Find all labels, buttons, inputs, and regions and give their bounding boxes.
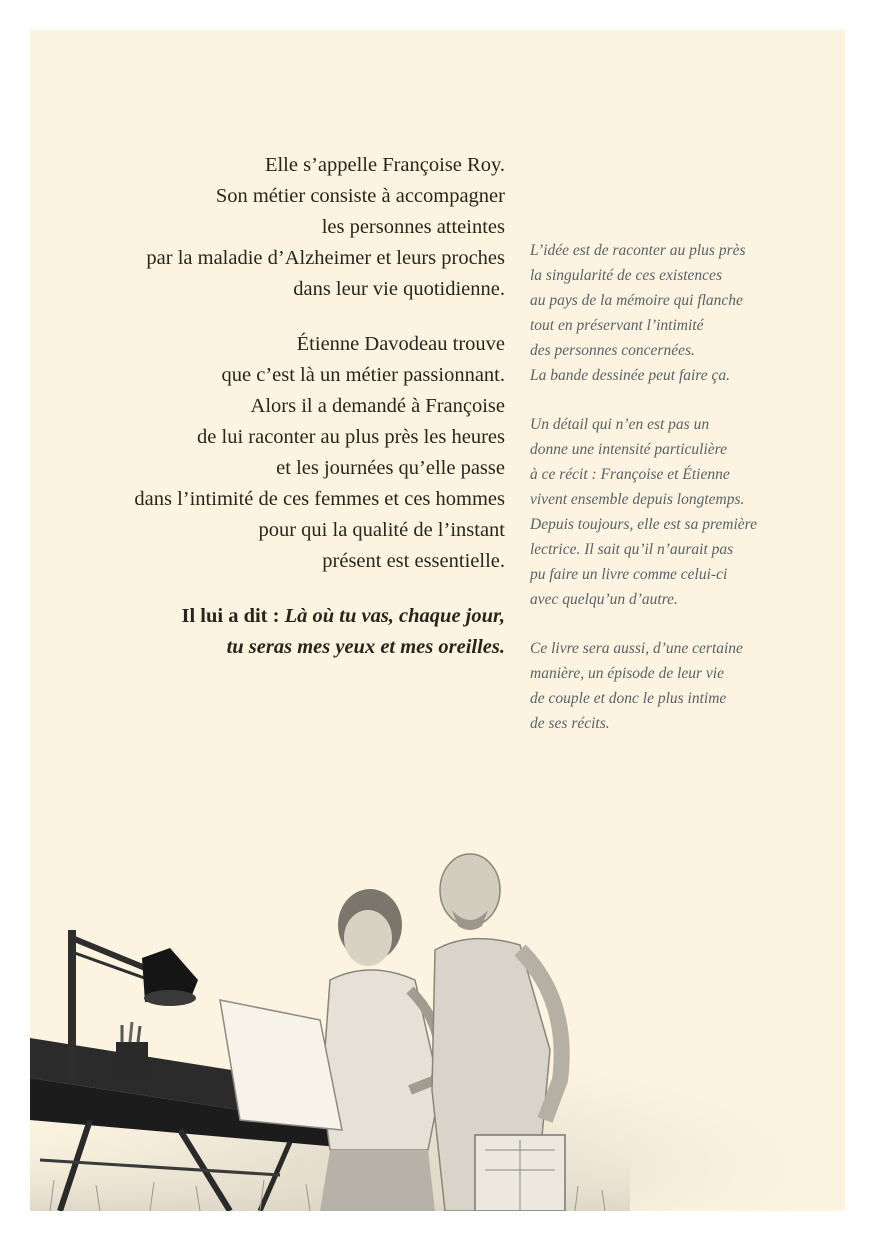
- text-line: les personnes atteintes: [321, 216, 505, 238]
- text-line: dans leur vie quotidienne.: [293, 278, 505, 300]
- intro-paragraph-2: [30, 329, 505, 577]
- text-line: donne une intensité particulière: [530, 441, 728, 458]
- text-line: Étienne Davodeau trouve: [296, 333, 505, 355]
- intro-paragraph-1: [30, 150, 505, 305]
- text-line: Depuis toujours, elle est sa première: [530, 516, 758, 533]
- text-line: Son métier consiste à accompagner: [215, 185, 505, 207]
- text-line: des personnes concernées.: [530, 342, 695, 359]
- text-line: de lui raconter au plus près les heures: [197, 426, 505, 448]
- woman-figure: [320, 889, 440, 1211]
- text-line: L’idée est de raconter au plus près: [530, 242, 746, 259]
- intro-quote: [30, 601, 505, 663]
- text-line: pu faire un livre comme celui-ci: [530, 566, 728, 583]
- text-line: tout en préservant l’intimité: [530, 317, 704, 334]
- couple-illustration: [30, 830, 845, 1211]
- aside-paragraph-3: [530, 636, 835, 736]
- text-line: présent est essentielle.: [322, 550, 505, 572]
- text-line: la singularité de ces existences: [530, 267, 722, 284]
- text-line: à ce récit : Françoise et Étienne: [530, 466, 730, 483]
- text-line: de couple et donc le plus intime: [530, 690, 727, 707]
- text-line: par la maladie d’Alzheimer et leurs proches: [146, 247, 505, 269]
- quote-line-2: tu seras mes yeux et mes oreilles.: [226, 636, 505, 658]
- quote-lead: Il lui a dit :: [181, 605, 285, 627]
- text-line: et les journées qu’elle passe: [276, 457, 505, 479]
- text-line: dans l’intimité de ces femmes et ces hommes: [134, 488, 505, 510]
- text-line: manière, un épisode de leur vie: [530, 665, 724, 682]
- text-line: au pays de la mémoire qui flanche: [530, 292, 743, 309]
- text-line: Alors il a demandé à Françoise: [250, 395, 505, 417]
- aside-paragraph-2: [530, 412, 835, 612]
- page: [30, 30, 845, 1211]
- text-line: vivent ensemble depuis longtemps.: [530, 491, 745, 508]
- aside-text: [530, 238, 835, 760]
- text-line: avec quelqu’un d’autre.: [530, 591, 678, 608]
- text-line: pour qui la qualité de l’instant: [258, 519, 505, 541]
- intro-text: [30, 150, 505, 687]
- text-line: de ses récits.: [530, 715, 610, 732]
- quote-italic: Là où tu vas, chaque jour,: [284, 605, 505, 627]
- text-line: Ce livre sera aussi, d’une certaine: [530, 640, 743, 657]
- text-line: lectrice. Il sait qu’il n’aurait pas: [530, 541, 734, 558]
- text-line: Un détail qui n’en est pas un: [530, 416, 710, 433]
- man-figure: [432, 854, 565, 1211]
- quote-line-1: [30, 601, 505, 632]
- text-line: Elle s’appelle Françoise Roy.: [264, 154, 505, 176]
- text-line: que c’est là un métier passionnant.: [221, 364, 505, 386]
- aside-paragraph-1: [530, 238, 835, 388]
- text-line: La bande dessinée peut faire ça.: [530, 367, 731, 384]
